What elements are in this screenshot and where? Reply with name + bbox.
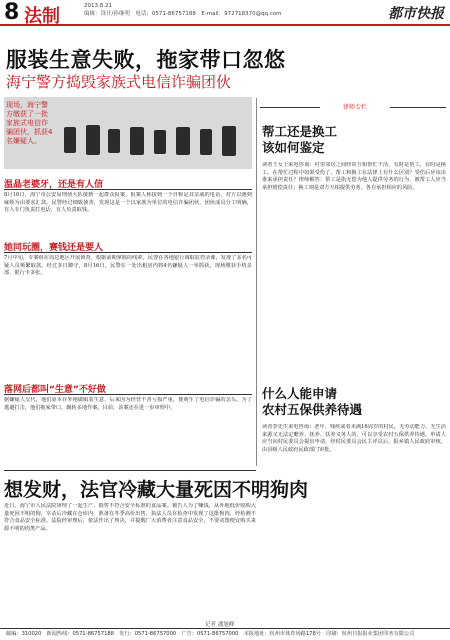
story2-head: 她同玩圈，赛钱还是要人 [4,243,104,253]
lower-headline: 想发财，法官冷藏大量死因不明狗肉 [4,479,309,501]
story2-body: 7月中旬，专案组在周边地区开展侦查。根据前期掌握的线索，民警在各地银行调取监控录像，发现了多名可疑人员频繁取款。经过多日蹲守，8月16日，民警在一处出租房内将4名嫌疑人一举抓获，现场缴获手机多部、银行卡多张。 [4,255,252,277]
lower-body: 近日，海宁市人民法院审理了一起生产、销售不符合安全标准的食品案。被告人为了赚钱，从外地低价收购大量死因不明的狗，宰杀后冷藏在仓库内，准备在冬季高价出售。执法人员在检查中发现了这批狗肉，经检测不符合食品安全标准。法院经审理后，依法作出了判决，并提醒广大消费者注意食品安全，不要贪图便宜购买来源不明的肉类产品。 [4,503,256,532]
columnist-box [260,103,446,113]
right-top-body: 读者王女士来电咨询：村里邻居之间经常互相帮忙干活，有时是帮工，有时是换工。在帮忙过程中如果受伤了，帮工和换工在法律上有什么区别？受伤后应该由谁来承担责任？律师解答：帮工是指无偿为他人提供劳务的行为，被帮工人应当承担赔偿责任；换工则是双方互相提供劳务，各自承担相应的风险。 [262,162,446,191]
right-bottom-head: 什么人能申请 农村五保供养待遇 [262,386,363,417]
divider [4,252,252,253]
phone-icon [154,130,166,154]
page-footer: 邮编：310020 新闻热线：0571-86757188 发行：0571-86757000 广告：0571-86757000 本报地址：杭州市体育场路178号 印刷：杭州日报报业集团印务有限公司 [0,628,450,640]
section-title: 法制 [24,6,60,27]
story1-head: 温晶老婆牙，还是有人信 [4,180,104,190]
divider [4,470,256,471]
phone-icon [176,127,190,155]
right-top-head: 帮工还是换工 该如何鉴定 [262,124,338,155]
right-bottom-body: 读者李先生来电咨询：老年、残疾或者未满16周岁的村民，无劳动能力、无生活来源又无法定赡养、抚养、扶养义务人的，可以享受农村五保供养待遇。申请人应当向村民委员会提出申请，经村民委员会民主评议后，报乡镇人民政府审核，由县级人民政府民政部门审批。 [262,424,446,453]
main-headline: 服装生意失败，拖家带口忽悠 [6,48,286,72]
phone-icon [222,126,236,156]
column-divider [256,98,257,466]
page-number: 8 [4,0,20,25]
phone-icon [86,125,100,155]
columnist-label: 律师专栏 [320,102,390,111]
main-subhead: 海宁警方捣毁家族式电信诈骗团伙 [6,73,232,91]
editor-line: 编辑：设计/孙继明 电话：0571-86757188 E-mail：972718370@qq.com [84,11,282,17]
story1-body: 8月16日，海宁市公安局刑侦大队接到一起群众报案。报案人称接到一个自称是其亲戚的电话，对方以遇到麻烦为由要求汇款。民警经过细致侦查，发现这是一个以家族为单位的电信诈骗团伙，团伙成员分工明确，有人专门负责打电话，有人负责取钱。 [4,192,252,214]
masthead-meta [84,2,282,18]
masthead [0,0,450,26]
divider [4,189,252,190]
newspaper-brand: 都市快报 [388,6,444,22]
phone-icon [108,129,120,153]
phone-icon [130,127,144,155]
phone-icon [200,129,212,155]
divider [4,394,252,395]
phone-icon [64,127,76,153]
issue-date: 2013.8.21 [84,3,112,9]
story3-body: 据嫌疑人交代，他们原本在外地做服装生意，后来因为经营不善亏损严重，便萌生了电信诈骗的念头。为了逃避打击，他们拖家带口，辗转多地作案。目前，该案还在进一步审理中。 [4,397,252,411]
reporter-credit: 记者 潘旭峰 [205,622,235,628]
story3-head: 落网后都叫“生意”不好做 [4,385,106,395]
photo-caption: 现场，海宁警方缴获了一批家族式电信诈骗团伙，抓获4名嫌疑人。 [6,101,53,145]
